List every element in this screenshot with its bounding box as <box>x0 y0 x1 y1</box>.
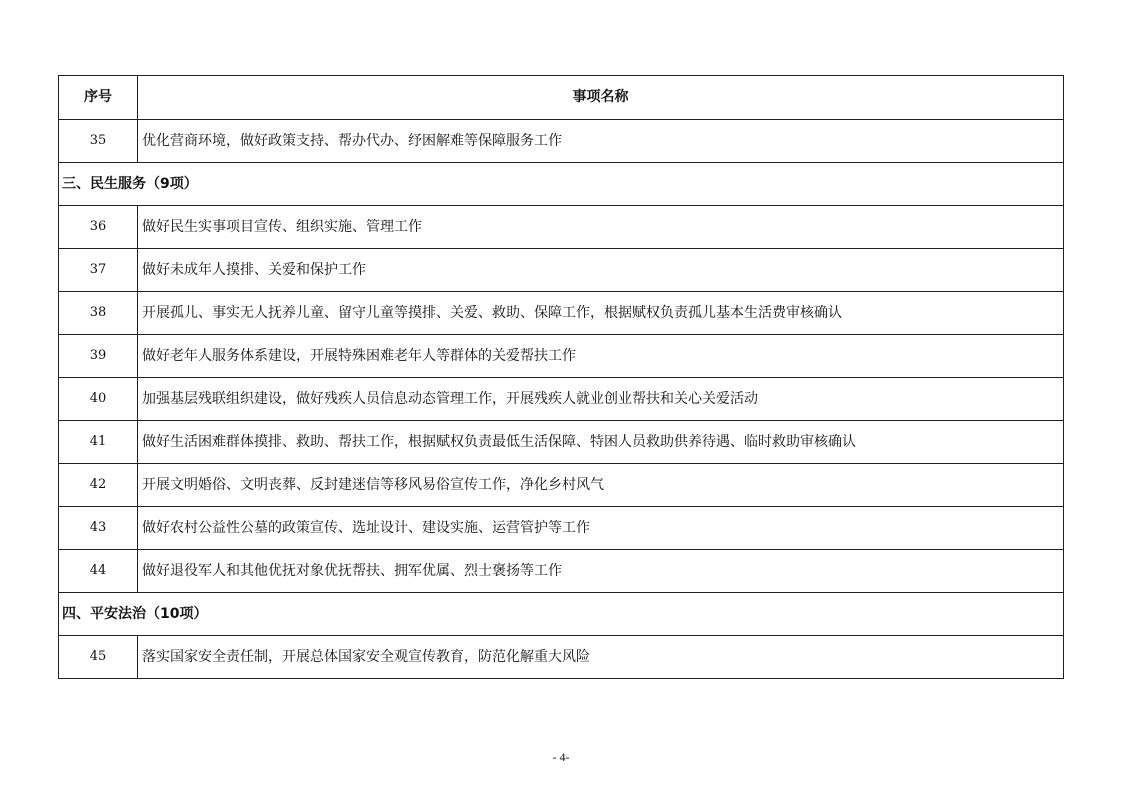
table-row <box>59 206 1064 249</box>
table-row <box>59 464 1064 507</box>
row-name: 落实国家安全责任制，开展总体国家安全观宣传教育，防范化解重大风险 <box>138 636 1064 679</box>
row-number: 40 <box>59 378 138 421</box>
row-name: 做好老年人服务体系建设，开展特殊困难老年人等群体的关爱帮扶工作 <box>138 335 1064 378</box>
matters-table <box>58 75 1064 679</box>
table-row <box>59 335 1064 378</box>
row-number: 45 <box>59 636 138 679</box>
row-number: 42 <box>59 464 138 507</box>
row-number: 44 <box>59 550 138 593</box>
table-row <box>59 292 1064 335</box>
column-header-name: 事项名称 <box>138 76 1064 120</box>
table-row <box>59 249 1064 292</box>
section-title: 三、民生服务（9项） <box>59 163 1064 206</box>
row-number: 41 <box>59 421 138 464</box>
row-number: 39 <box>59 335 138 378</box>
page-number: - 4- <box>552 750 570 764</box>
row-number: 36 <box>59 206 138 249</box>
row-name: 加强基层残联组织建设，做好残疾人员信息动态管理工作，开展残疾人就业创业帮扶和关心关爱活动 <box>138 378 1064 421</box>
section-title: 四、平安法治（10项） <box>59 593 1064 636</box>
row-number: 38 <box>59 292 138 335</box>
row-number: 37 <box>59 249 138 292</box>
row-name: 做好农村公益性公墓的政策宣传、选址设计、建设实施、运营管护等工作 <box>138 507 1064 550</box>
row-number: 43 <box>59 507 138 550</box>
row-name: 开展文明婚俗、文明丧葬、反封建迷信等移风易俗宣传工作，净化乡村风气 <box>138 464 1064 507</box>
row-name: 做好生活困难群体摸排、救助、帮扶工作，根据赋权负责最低生活保障、特困人员救助供养待遇、临时救助审核确认 <box>138 421 1064 464</box>
row-name: 做好退役军人和其他优抚对象优抚帮扶、拥军优属、烈士褒扬等工作 <box>138 550 1064 593</box>
column-header-number: 序号 <box>59 76 138 120</box>
row-name: 做好民生实事项目宣传、组织实施、管理工作 <box>138 206 1064 249</box>
row-name: 开展孤儿、事实无人抚养儿童、留守儿童等摸排、关爱、救助、保障工作，根据赋权负责孤儿基本生活费审核确认 <box>138 292 1064 335</box>
table-row <box>59 550 1064 593</box>
table-header-row <box>59 76 1064 120</box>
table-row <box>59 507 1064 550</box>
table-row <box>59 636 1064 679</box>
table-row <box>59 378 1064 421</box>
section-row <box>59 163 1064 206</box>
section-row <box>59 593 1064 636</box>
row-number: 35 <box>59 120 138 163</box>
table-row <box>59 421 1064 464</box>
table-row <box>59 120 1064 163</box>
row-name: 做好未成年人摸排、关爱和保护工作 <box>138 249 1064 292</box>
row-name: 优化营商环境，做好政策支持、帮办代办、纾困解难等保障服务工作 <box>138 120 1064 163</box>
